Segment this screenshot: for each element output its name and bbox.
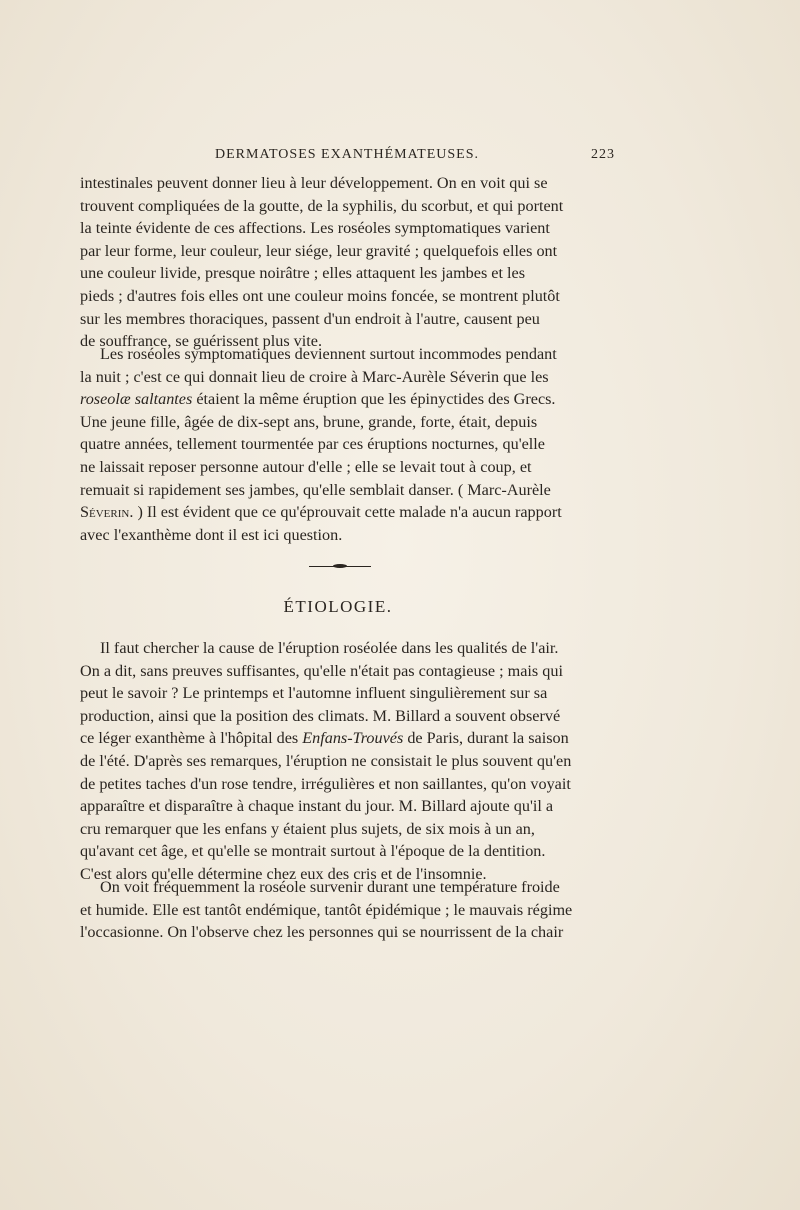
text-line: Les roséoles symptomatiques deviennent surtout incommodes pendant — [100, 345, 557, 363]
author-name: Séverin. — [80, 503, 134, 522]
paragraph-etiology — [80, 637, 597, 886]
italic-term: roseolæ saltantes — [80, 390, 193, 409]
text-line: l'occasionne. On l'observe chez les personnes qui se nourrissent de la chair — [80, 923, 564, 942]
text-span: étaient la même éruption que les épinyctides des Grecs. — [192, 390, 556, 409]
text-line: production, ainsi que la position des climats. M. Billard a souvent observé — [80, 706, 561, 725]
text-line: C'est alors qu'elle détermine chez eux des cris et de l'insomnie. — [80, 864, 487, 883]
text-line — [80, 727, 597, 750]
text-line: avec l'exanthème dont il est ici question. — [80, 525, 343, 544]
text-line: remuait si rapidement ses jambes, qu'elle semblait danser. ( Marc-Aurèle — [80, 480, 551, 499]
text-line: de l'été. D'après ses remarques, l'éruption ne consistait le plus souvent qu'en — [80, 751, 572, 770]
text-line: peut le savoir ? Le printemps et l'automne influent singulièrement sur sa — [80, 684, 548, 703]
text-line: apparaître et disparaître à chaque instant du jour. M. Billard ajoute qu'il a — [80, 797, 554, 816]
text-span: ce léger exanthème à l'hôpital des — [80, 729, 303, 748]
text-line: pieds ; d'autres fois elles ont une couleur moins foncée, se montrent plutôt — [80, 286, 560, 305]
text-line: Une jeune fille, âgée de dix-sept ans, brune, grande, forte, était, depuis — [80, 412, 538, 431]
text-line: On a dit, sans preuves suffisantes, qu'elle n'était pas contagieuse ; mais qui — [80, 661, 563, 680]
page-header — [80, 147, 615, 169]
text-line: la nuit ; c'est ce qui donnait lieu de croire à Marc-Aurèle Séverin que les — [80, 367, 549, 386]
text-line — [80, 388, 597, 411]
ornamental-divider — [309, 563, 371, 569]
text-line: ne laissait reposer personne autour d'elle ; elle se levait tout à coup, et — [80, 457, 532, 476]
text-line: une couleur livide, presque noirâtre ; elles attaquent les jambes et les — [80, 264, 525, 283]
text-line — [80, 501, 597, 524]
italic-term: Enfans-Trouvés — [302, 729, 404, 748]
paragraph-climate — [80, 876, 597, 944]
text-line: Il faut chercher la cause de l'éruption roséolée dans les qualités de l'air. — [100, 639, 559, 657]
text-line: de petites taches d'un rose tendre, irrégulières et non saillantes, qu'on voyait — [80, 774, 571, 793]
section-title: ÉTIOLOGIE. — [283, 597, 393, 616]
paragraph-continuation — [80, 172, 597, 353]
text-line: par leur forme, leur couleur, leur siége, leur gravité ; quelquefois elles ont — [80, 241, 558, 260]
running-title: DERMATOSES EXANTHÉMATEUSES. — [215, 147, 479, 162]
text-line: qu'avant cet âge, et qu'elle se montrait surtout à l'époque de la dentition. — [80, 842, 546, 861]
text-line: intestinales peuvent donner lieu à leur développement. On en voit qui se — [80, 174, 548, 192]
text-line: cru remarquer que les enfans y étaient plus sujets, de six mois à un an, — [80, 819, 535, 838]
paragraph-symptomatic — [80, 343, 597, 546]
text-line: On voit fréquemment la roséole survenir durant une température froide — [100, 878, 560, 896]
page-number: 223 — [591, 147, 615, 162]
text-line: la teinte évidente de ces affections. Les roséoles symptomatiques varient — [80, 219, 550, 238]
text-span: de Paris, durant la saison — [403, 729, 569, 748]
text-line: de souffrance, se guérissent plus vite. — [80, 332, 322, 351]
text-line: et humide. Elle est tantôt endémique, tantôt épidémique ; le mauvais régime — [80, 900, 573, 919]
text-span: ) Il est évident que ce qu'éprouvait cette malade n'a aucun rapport — [133, 503, 562, 522]
text-line: sur les membres thoraciques, passent d'un endroit à l'autre, causent peu — [80, 309, 540, 328]
text-line: trouvent compliquées de la goutte, de la syphilis, du scorbut, et qui portent — [80, 196, 564, 215]
text-line: quatre années, tellement tourmentée par ces éruptions nocturnes, qu'elle — [80, 435, 545, 454]
